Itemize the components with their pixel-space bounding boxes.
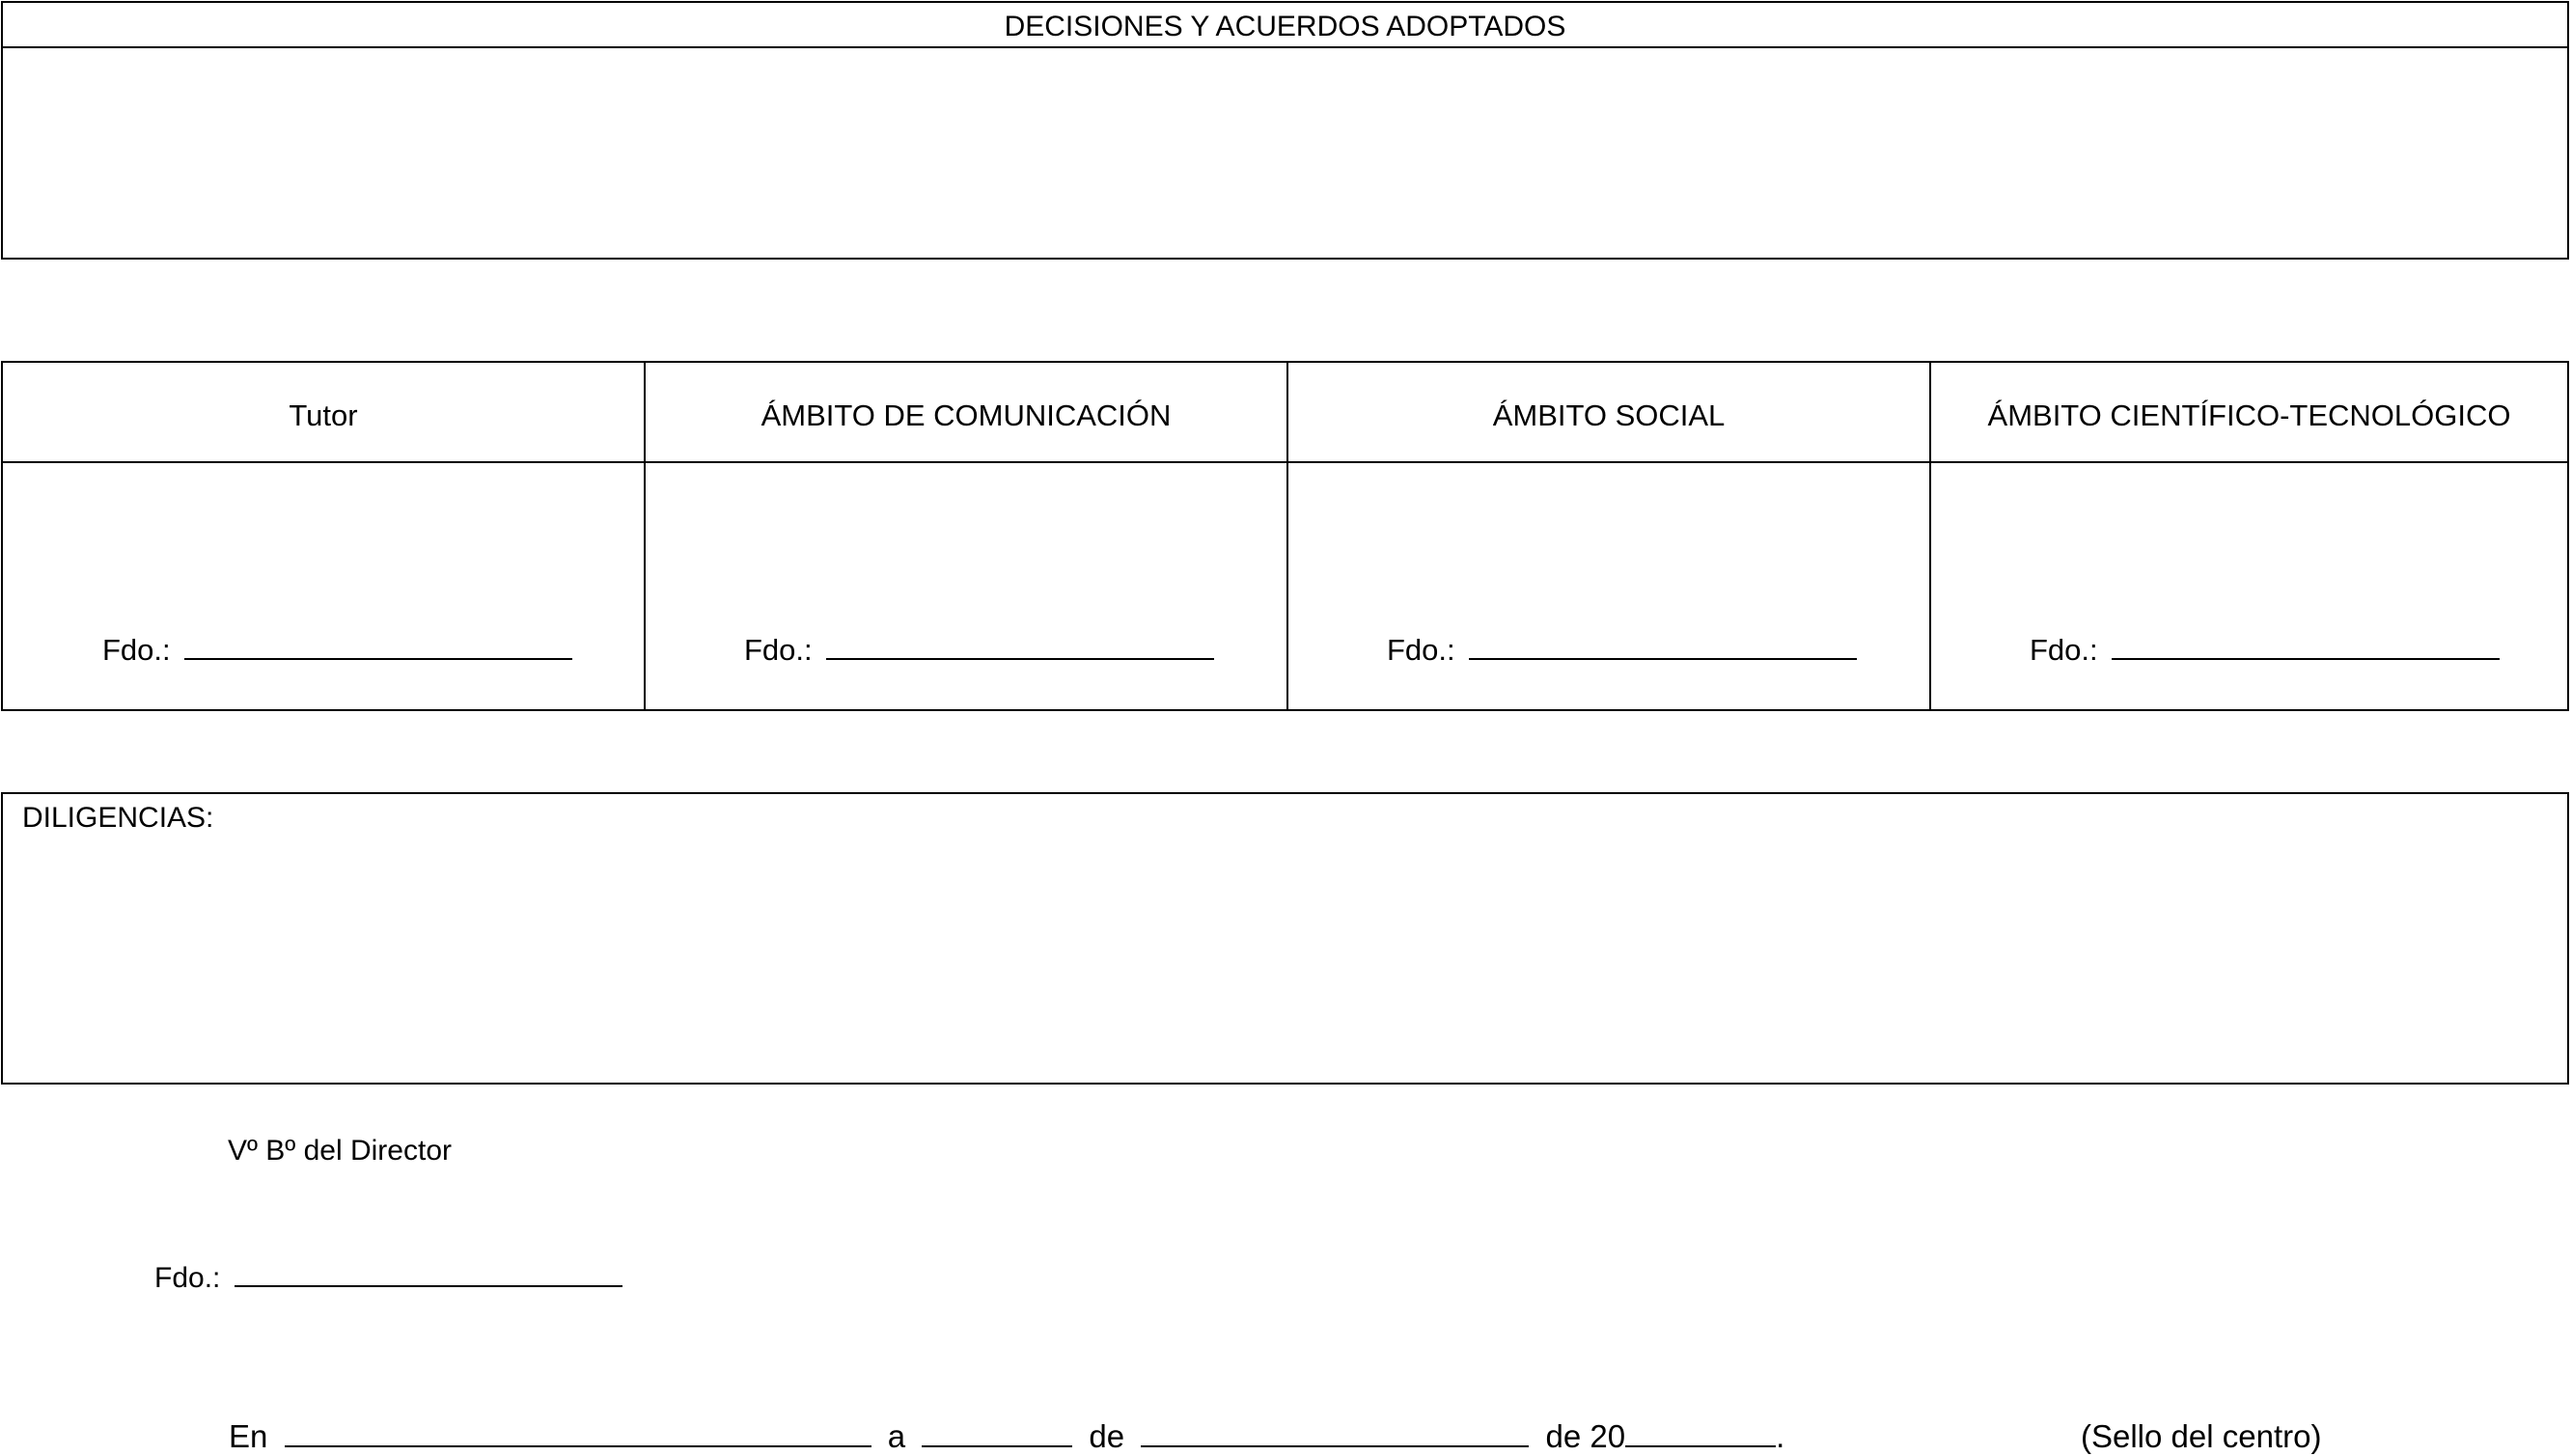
en-label: En xyxy=(229,1418,268,1454)
place-date-line xyxy=(229,1418,1784,1455)
firma-col-comunicacion xyxy=(646,363,1288,709)
firmas-table xyxy=(1,361,2569,711)
firma-col-header: ÁMBITO DE COMUNICACIÓN xyxy=(646,363,1286,463)
firma-col-social xyxy=(1288,363,1931,709)
sello-centro: (Sello del centro) xyxy=(2081,1418,2322,1454)
diligencias-box[interactable] xyxy=(1,792,2569,1085)
period: . xyxy=(1776,1418,1785,1454)
fdo-label: Fdo.: xyxy=(2030,633,2098,667)
fdo-label: Fdo.: xyxy=(1387,633,1455,667)
signature-line[interactable] xyxy=(1469,633,1857,660)
year-field[interactable] xyxy=(1625,1420,1776,1447)
director-signature-field[interactable] xyxy=(154,1260,622,1295)
firma-col-header: Tutor xyxy=(3,363,644,463)
a-label: a xyxy=(887,1418,906,1454)
signature-line[interactable] xyxy=(826,633,1214,660)
place-field[interactable] xyxy=(285,1420,871,1447)
decisiones-box xyxy=(1,1,2569,260)
firma-signature-field[interactable] xyxy=(2030,633,2500,668)
fdo-label: Fdo.: xyxy=(744,633,813,667)
signature-line[interactable] xyxy=(184,633,572,660)
day-field[interactable] xyxy=(922,1420,1072,1447)
firma-col-cientifico xyxy=(1931,363,2567,709)
visto-bueno-director: Vº Bº del Director xyxy=(228,1135,452,1167)
de-year-label: de 20 xyxy=(1545,1418,1626,1454)
month-field[interactable] xyxy=(1141,1420,1529,1447)
firma-signature-field[interactable] xyxy=(1387,633,1857,668)
firma-col-tutor xyxy=(3,363,646,709)
firma-col-header: ÁMBITO SOCIAL xyxy=(1288,363,1929,463)
diligencias-label: DILIGENCIAS: xyxy=(22,802,214,834)
signature-line[interactable] xyxy=(235,1260,622,1287)
firma-signature-field[interactable] xyxy=(744,633,1214,668)
firma-signature-field[interactable] xyxy=(102,633,572,668)
signature-line[interactable] xyxy=(2112,633,2500,660)
de-label: de xyxy=(1089,1418,1125,1454)
fdo-label: Fdo.: xyxy=(154,1262,221,1294)
firma-col-header: ÁMBITO CIENTÍFICO-TECNOLÓGICO xyxy=(1931,363,2567,463)
fdo-label: Fdo.: xyxy=(102,633,171,667)
decisiones-title: DECISIONES Y ACUERDOS ADOPTADOS xyxy=(3,3,2567,48)
decisiones-content-area[interactable] xyxy=(3,48,2567,260)
